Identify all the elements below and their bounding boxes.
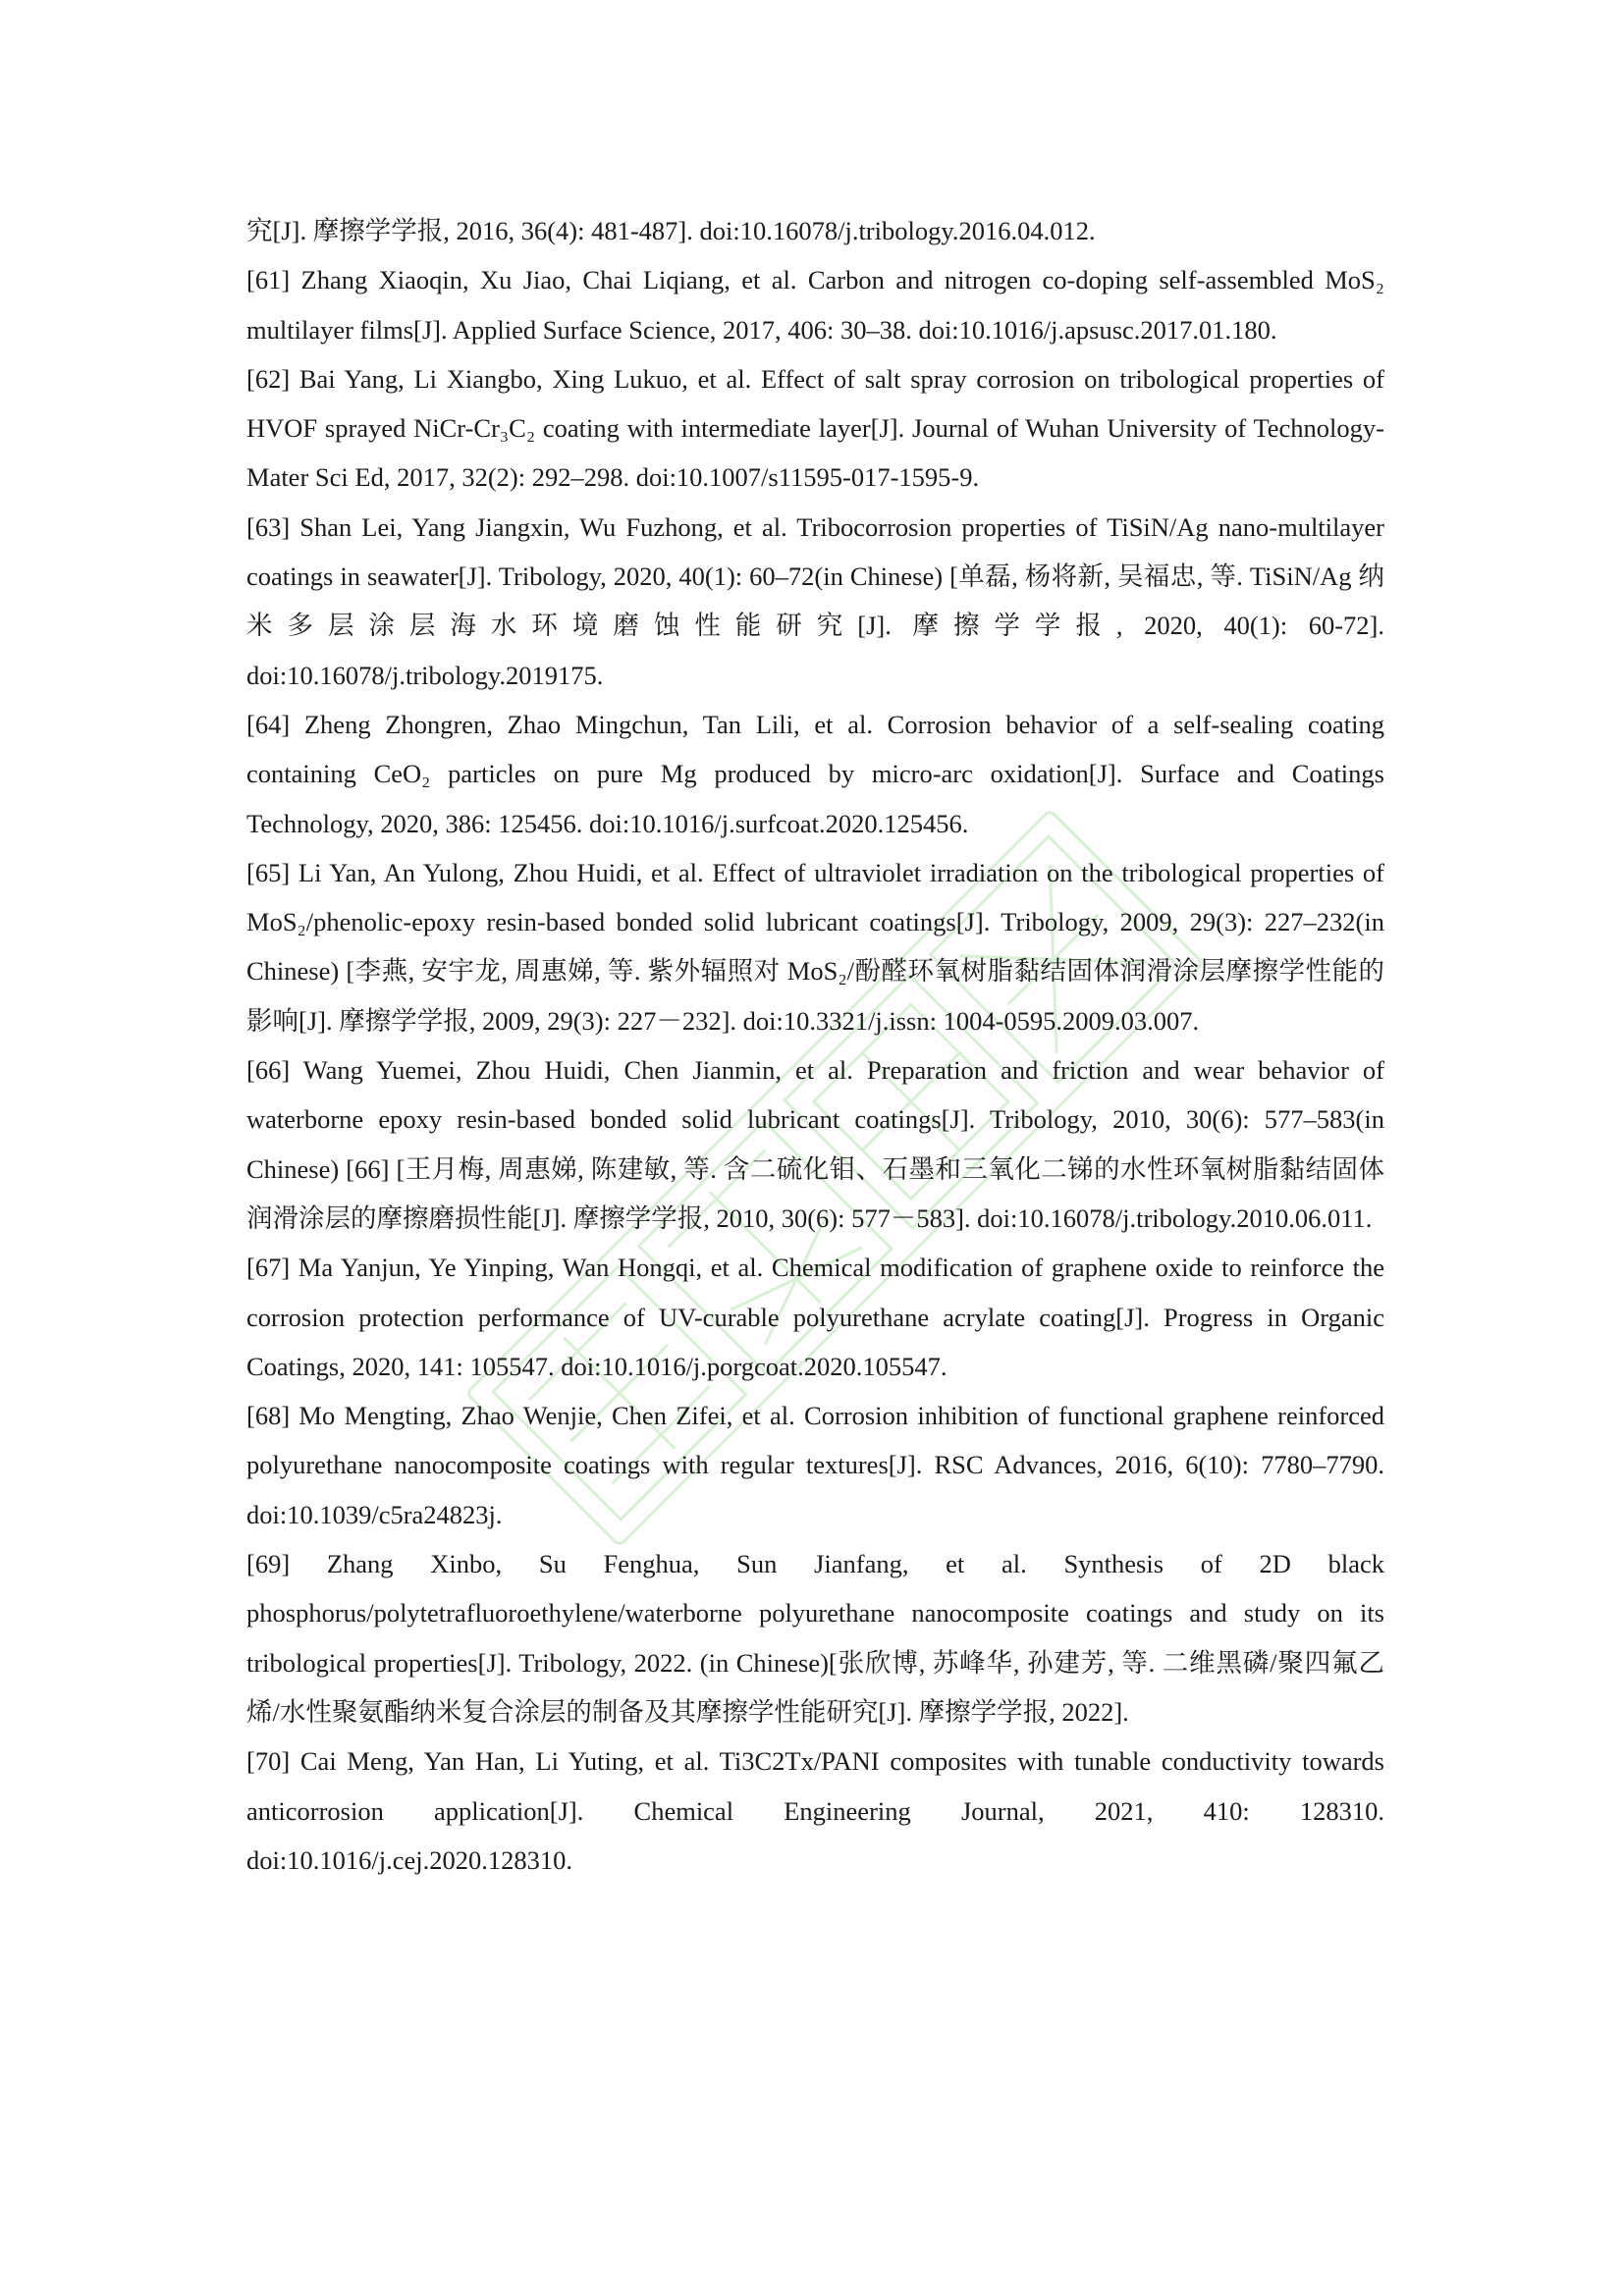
reference-text: 究[J]. 摩擦学学报, 2016, 36(4): 481-487]. doi:10.16078/j.tribology.2016.04.012. xyxy=(246,216,1096,245)
reference-entry xyxy=(246,354,1384,503)
reference-text: [65] Li Yan, An Yulong, Zhou Huidi, et al. Effect of ultraviolet irradiation on the tribological properties of MoS₂/phenolic-epoxy resin-based bonded solid lubricant coatings[J]. Tribology, 2009, 29(3): 227–232(in Chinese) [李燕, 安宇龙, 周惠娣, 等. 紫外辐照对 MoS₂/酚醛环氧树脂黏结固体润滑涂层摩擦学性能的影响[J]. 摩擦学学报, 2009, 29(3): 227－232]. doi:10.3321/j.issn: 1004-0595.2009.03.007. xyxy=(246,857,1384,1036)
reference-entry xyxy=(246,503,1384,700)
reference-entry xyxy=(246,848,1384,1045)
reference-text: [62] Bai Yang, Li Xiangbo, Xing Lukuo, et al. Effect of salt spray corrosion on tribological properties of HVOF sprayed NiCr-Cr₃C₂ coating with intermediate layer[J]. Journal of Wuhan University of Technology-Mater Sci Ed, 2017, 32(2): 292–298. doi:10.1007/s11595-017-1595-9. xyxy=(246,363,1384,493)
reference-entry xyxy=(246,1539,1384,1736)
reference-entry xyxy=(246,206,1384,255)
reference-text: [70] Cai Meng, Yan Han, Li Yuting, et al. Ti3C2Tx/PANI composites with tunable conductivity towards anticorrosion application[J]. Chemical Engineering Journal, 2021, 410: 128310. doi:10.1016/j.cej.2020.128310. xyxy=(246,1746,1384,1875)
reference-text: [67] Ma Yanjun, Ye Yinping, Wan Hongqi, et al. Chemical modification of graphene oxide to reinforce the corrosion protection performance of UV-curable polyurethane acrylate coating[J]. Progress in Organic Coatings, 2020, 141: 105547. doi:10.1016/j.porgcoat.2020.105547. xyxy=(246,1253,1384,1381)
reference-text: [69] Zhang Xinbo, Su Fenghua, Sun Jianfang, et al. Synthesis of 2D black phosphorus/polytetrafluoroethylene/waterborne polyurethane nanocomposite coatings and study on its tribological properties[J]. Tribology, 2022. (in Chinese)[张欣博, 苏峰华, 孙建芳, 等. 二维黑磷/聚四氟乙烯/水性聚氨酯纳米复合涂层的制备及其摩擦学性能研究[J]. 摩擦学学报, 2022]. xyxy=(246,1549,1384,1727)
reference-entry xyxy=(246,1045,1384,1243)
reference-text: [66] Wang Yuemei, Zhou Huidi, Chen Jianmin, et al. Preparation and friction and wear behavior of waterborne epoxy resin-based bonded solid lubricant coatings[J]. Tribology, 2010, 30(6): 577–583(in Chinese) [66] [王月梅, 周惠娣, 陈建敏, 等. 含二硫化钼、石墨和三氧化二锑的水性环氧树脂黏结固体润滑涂层的摩擦磨损性能[J]. 摩擦学学报, 2010, 30(6): 577－583]. doi:10.16078/j.tribology.2010.06.011. xyxy=(246,1055,1384,1233)
reference-entry xyxy=(246,1736,1384,1885)
reference-text: [68] Mo Mengting, Zhao Wenjie, Chen Zifei, et al. Corrosion inhibition of functional graphene reinforced polyurethane nanocomposite coatings with regular textures[J]. RSC Advances, 2016, 6(10): 7780–7790. doi:10.1039/c5ra24823j. xyxy=(246,1401,1384,1529)
reference-list xyxy=(246,206,1384,1885)
reference-entry xyxy=(246,1243,1384,1391)
reference-text: [64] Zheng Zhongren, Zhao Mingchun, Tan Lili, et al. Corrosion behavior of a self-sealing coating containing CeO₂ particles on pure Mg produced by micro-arc oxidation[J]. Surface and Coatings Technology, 2020, 386: 125456. doi:10.1016/j.surfcoat.2020.125456. xyxy=(246,709,1384,838)
reference-entry xyxy=(246,1391,1384,1539)
reference-entry xyxy=(246,700,1384,848)
reference-text: [63] Shan Lei, Yang Jiangxin, Wu Fuzhong, et al. Tribocorrosion properties of TiSiN/Ag nano-multilayer coatings in seawater[J]. Tribology, 2020, 40(1): 60–72(in Chinese) [单磊, 杨将新, 吴福忠, 等. TiSiN/Ag 纳米多层涂层海水环境磨蚀性能研究[J]. 摩擦学学报, 2020, 40(1): 60-72]. doi:10.16078/j.tribology.2019175. xyxy=(246,511,1384,690)
reference-text: [61] Zhang Xiaoqin, Xu Jiao, Chai Liqiang, et al. Carbon and nitrogen co-doping self-assembled MoS₂ multilayer films[J]. Applied Surface Science, 2017, 406: 30–38. doi:10.1016/j.apsusc.2017.01.180. xyxy=(246,265,1384,345)
reference-entry xyxy=(246,255,1384,354)
